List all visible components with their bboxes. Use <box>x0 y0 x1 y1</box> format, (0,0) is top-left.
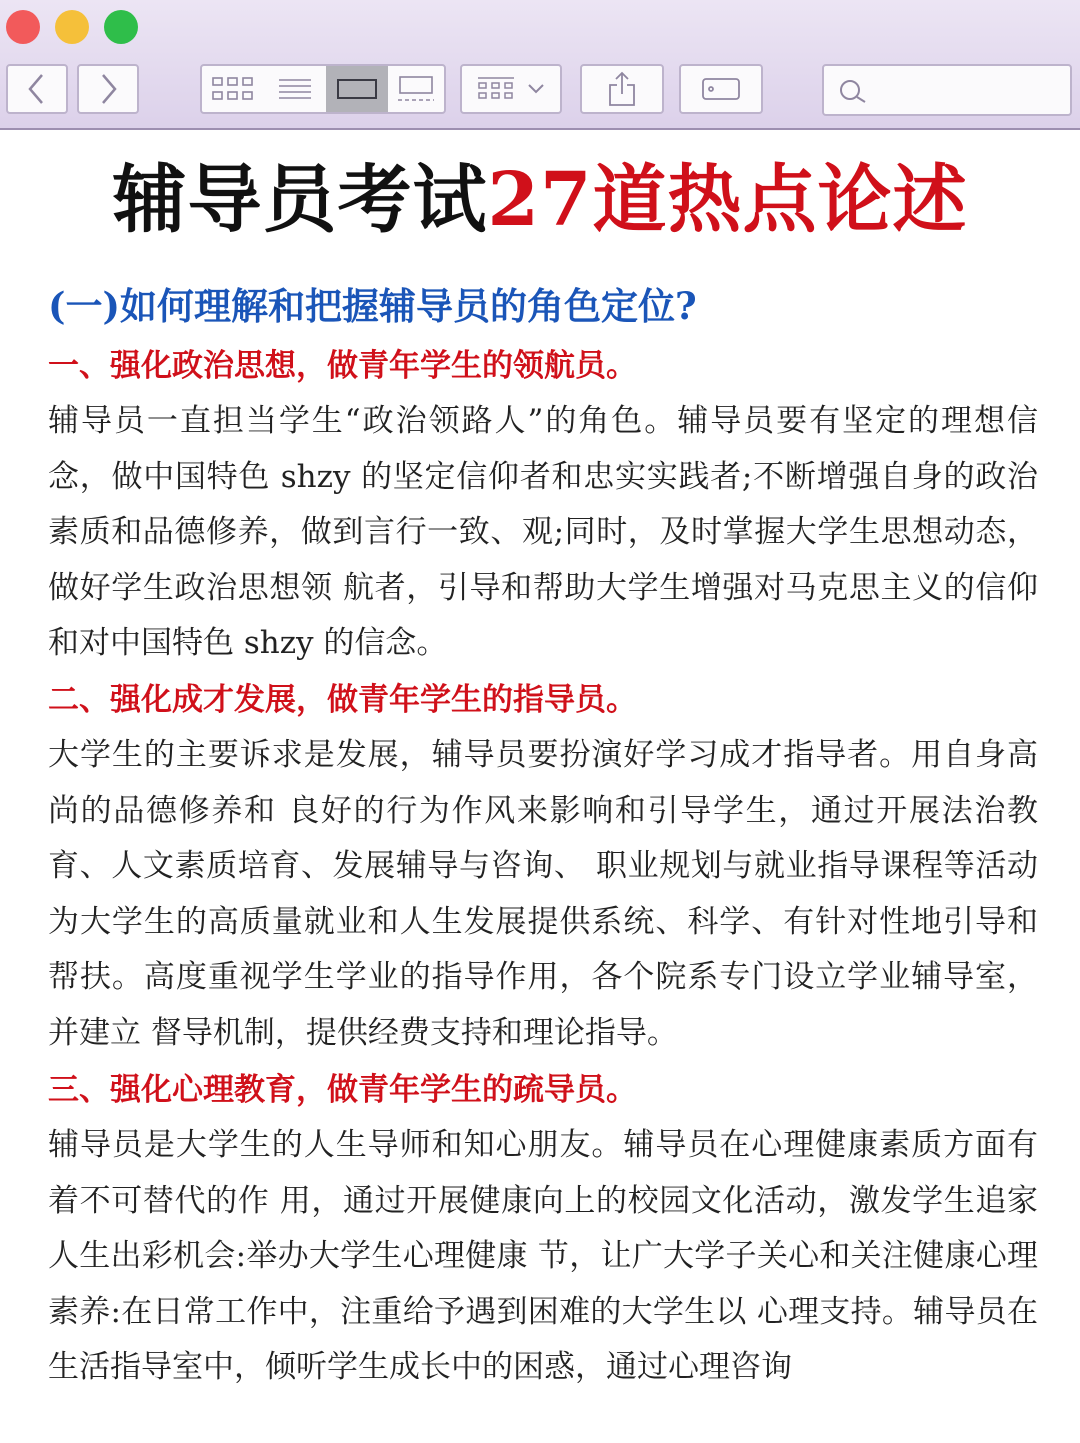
share-button[interactable] <box>580 64 664 114</box>
close-window-button[interactable] <box>6 10 40 44</box>
group-icon <box>476 76 516 102</box>
search-input[interactable] <box>822 64 1072 116</box>
forward-button[interactable] <box>77 64 139 114</box>
title-black-part: 辅导员考试 <box>112 157 488 243</box>
section-body: 大学生的主要诉求是发展，辅导员要扮演好学习成才指导者。用自身高尚的品德修养和 良好的行为作风来影响和引导学生，通过开展法治教育、人文素质培育、发展辅导与咨询、 职业规划与就业指导课程等活动为大学生的高质量就业和人生发展提供系统、科学、有针对性地引导和帮扶。高度重视学生学业的指导作用，各个院系专门设立学业辅导室，并建立 督导机制，提供经费支持和理论指导。 <box>48 737 1038 1051</box>
minimize-window-button[interactable] <box>55 10 89 44</box>
column-view-button[interactable] <box>326 66 388 112</box>
view-mode-segmented-control <box>200 64 446 114</box>
gallery-view-button[interactable] <box>388 66 444 112</box>
zoom-window-button[interactable] <box>104 10 138 44</box>
back-icon <box>25 72 49 106</box>
section-heading: 一、强化政治思想，做青年学生的领航员。 <box>48 348 637 384</box>
tag-button[interactable] <box>679 64 763 114</box>
section-heading: 二、强化成才发展，做青年学生的指导员。 <box>48 682 637 718</box>
tag-icon <box>701 76 741 102</box>
section-heading: 三、强化心理教育，做青年学生的疏导员。 <box>48 1072 637 1108</box>
icon-view-icon <box>211 76 255 102</box>
gallery-view-icon <box>396 75 436 103</box>
list-view-icon <box>277 77 313 101</box>
column-view-icon <box>336 77 378 101</box>
share-icon <box>607 70 637 108</box>
icon-view-button[interactable] <box>202 66 264 112</box>
question-heading: (一)如何理解和把握辅导员的角色定位? <box>48 284 697 328</box>
back-button[interactable] <box>6 64 68 114</box>
list-view-button[interactable] <box>264 66 326 112</box>
chevron-down-icon <box>526 82 546 96</box>
page-title <box>0 150 1080 250</box>
search-icon <box>838 78 868 106</box>
article-content <box>48 278 1038 1396</box>
section-body: 辅导员一直担当学生“政治领路人”的角色。辅导员要有坚定的理想信念，做中国特色 shzy 的坚定信仰者和忠实实践者;不断增强自身的政治素质和品德修养，做到言行一致、观;同时，及时掌握大学生思想动态，做好学生政治思想领 航者，引导和帮助大学生增强对马克思主义的信仰和对中国特色 shzy 的信念。 <box>48 403 1038 662</box>
group-by-dropdown[interactable] <box>460 64 562 114</box>
title-red-part: 27道热点论述 <box>487 157 968 243</box>
section-body: 辅导员是大学生的人生导师和知心朋友。辅导员在心理健康素质方面有着不可替代的作 用，通过开展健康向上的校园文化活动，激发学生追家人生出彩机会:举办大学生心理健康 节，让广大学子关心和关注健康心理素养:在日常工作中，注重给予遇到困难的大学生以 心理支持。辅导员在生活指导室中，倾听学生成长中的困惑，通过心理咨询 <box>48 1127 1038 1386</box>
window-toolbar <box>0 0 1080 130</box>
forward-icon <box>96 72 120 106</box>
